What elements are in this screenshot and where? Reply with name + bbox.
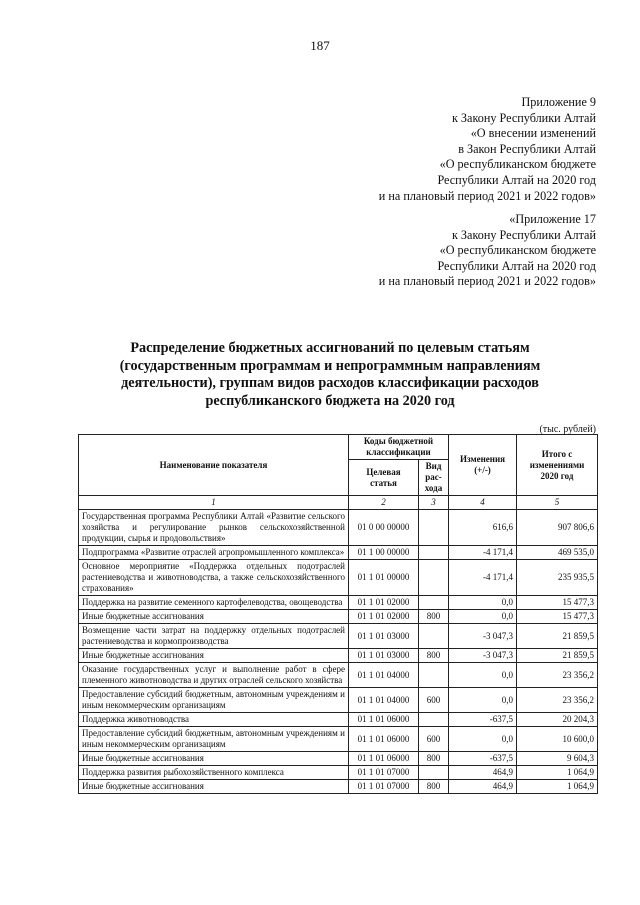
row-expense-type: 800 [419, 780, 449, 794]
row-expense-type: 800 [419, 752, 449, 766]
appendix-line: «О внесении изменений [470, 126, 596, 141]
appendix-line: Республики Алтай на 2020 год [437, 172, 596, 187]
row-target-article: 01 1 01 06000 [349, 713, 419, 727]
appendix-line: «О республиканском бюджете [439, 243, 596, 258]
appendix-line: к Закону Республики Алтай [451, 227, 596, 242]
row-change: -4 171,4 [449, 546, 517, 560]
row-expense-type [419, 510, 449, 546]
row-name: Государственная программа Республики Алтай «Развитие сельского хозяйства и регулирование рынков сельскохозяйственной продукции, сырья и продовольствия» [79, 510, 349, 546]
row-total: 235 935,5 [517, 560, 598, 596]
row-total: 15 477,3 [517, 596, 598, 610]
row-expense-type: 600 [419, 727, 449, 752]
appendix-17-header [379, 212, 596, 290]
header-expense-type: Вид рас-хода [419, 460, 449, 496]
row-total: 23 356,2 [517, 663, 598, 688]
row-name: Предоставление субсидий бюджетным, автономным учреждениям и иным некоммерческим организациям [79, 688, 349, 713]
row-total: 21 859,5 [517, 624, 598, 649]
appendix-line: «Приложение 17 [509, 212, 596, 226]
row-expense-type: 800 [419, 610, 449, 624]
appendix-line: Приложение 9 [521, 95, 596, 109]
row-name: Иные бюджетные ассигнования [79, 780, 349, 794]
row-target-article: 01 1 01 07000 [349, 766, 419, 780]
row-target-article: 01 0 00 00000 [349, 510, 419, 546]
table-row [79, 560, 598, 596]
row-name: Иные бюджетные ассигнования [79, 752, 349, 766]
row-expense-type [419, 596, 449, 610]
row-target-article: 01 1 01 06000 [349, 752, 419, 766]
row-target-article: 01 1 01 02000 [349, 610, 419, 624]
header-total: Итого с изменениями 2020 год [517, 435, 598, 496]
row-target-article: 01 1 01 03000 [349, 624, 419, 649]
page-number: 187 [310, 38, 330, 53]
appendix-line: и на плановый период 2021 и 2022 годов» [378, 274, 596, 289]
table-row [79, 713, 598, 727]
title-line: (государственным программам и непрограммным направлениям [119, 357, 541, 374]
table-row [79, 780, 598, 794]
row-total: 469 535,0 [517, 546, 598, 560]
title-line: республиканского бюджета на 2020 год [205, 392, 455, 409]
column-number: 4 [449, 496, 517, 510]
header-target-article: Целевая статья [349, 460, 419, 496]
row-change: 464,9 [449, 766, 517, 780]
row-expense-type [419, 546, 449, 560]
appendix-line: «О республиканском бюджете [439, 157, 596, 172]
row-expense-type [419, 624, 449, 649]
row-change: -637,5 [449, 713, 517, 727]
row-total: 23 356,2 [517, 688, 598, 713]
row-change: -3 047,3 [449, 624, 517, 649]
row-name: Подпрограмма «Развитие отраслей агропромышленного комплекса» [79, 546, 349, 560]
row-target-article: 01 1 01 02000 [349, 596, 419, 610]
budget-table [78, 434, 598, 794]
row-change: -4 171,4 [449, 560, 517, 596]
title-line: Распределение бюджетных ассигнований по целевым статьям [130, 340, 530, 356]
appendix-line: и на плановый период 2021 и 2022 годов» [378, 188, 596, 203]
row-expense-type [419, 560, 449, 596]
table-row [79, 663, 598, 688]
row-change: 0,0 [449, 688, 517, 713]
row-total: 907 806,6 [517, 510, 598, 546]
table-row [79, 610, 598, 624]
row-expense-type [419, 713, 449, 727]
row-name: Предоставление субсидий бюджетным, автономным учреждениям и иным некоммерческим организациям [79, 727, 349, 752]
row-total: 1 064,9 [517, 780, 598, 794]
row-total: 1 064,9 [517, 766, 598, 780]
row-name: Иные бюджетные ассигнования [79, 610, 349, 624]
table-row [79, 596, 598, 610]
header-name: Наименование показателя [79, 435, 349, 496]
appendix-line: в Закон Республики Алтай [458, 141, 596, 156]
row-expense-type: 800 [419, 649, 449, 663]
row-expense-type: 600 [419, 688, 449, 713]
row-total: 15 477,3 [517, 610, 598, 624]
row-total: 20 204,3 [517, 713, 598, 727]
document-title [60, 340, 600, 410]
appendix-line: Республики Алтай на 2020 год [437, 258, 596, 273]
row-total: 10 600,0 [517, 727, 598, 752]
row-name: Основное мероприятие «Поддержка отдельных подотраслей растениеводства и животноводства, а также сельскохозяйственного страхования» [79, 560, 349, 596]
header-changes: Изменения (+/-) [449, 435, 517, 496]
table-row [79, 624, 598, 649]
table-row [79, 649, 598, 663]
row-change: -637,5 [449, 752, 517, 766]
row-name: Поддержка на развитие семенного картофелеводства, овощеводства [79, 596, 349, 610]
row-name: Иные бюджетные ассигнования [79, 649, 349, 663]
row-target-article: 01 1 01 04000 [349, 688, 419, 713]
column-number-row [79, 496, 598, 510]
row-change: -3 047,3 [449, 649, 517, 663]
table-row [79, 766, 598, 780]
appendix-9-header [379, 95, 596, 204]
header-codes-group: Коды бюджетной классификации [349, 435, 449, 460]
table-body [79, 510, 598, 794]
row-name: Оказание государственных услуг и выполнение работ в сфере племенного животноводства и других отраслей сельского хозяйства [79, 663, 349, 688]
row-name: Поддержка животноводства [79, 713, 349, 727]
row-total: 21 859,5 [517, 649, 598, 663]
title-line: деятельности), группам видов расходов классификации расходов [121, 375, 539, 391]
appendix-line: к Закону Республики Алтай [451, 110, 596, 125]
table-row [79, 752, 598, 766]
column-number: 3 [419, 496, 449, 510]
column-number: 2 [349, 496, 419, 510]
table-row [79, 510, 598, 546]
row-name: Поддержка развития рыбохозяйственного комплекса [79, 766, 349, 780]
row-change: 0,0 [449, 727, 517, 752]
row-change: 464,9 [449, 780, 517, 794]
row-change: 0,0 [449, 596, 517, 610]
table-row [79, 727, 598, 752]
row-name: Возмещение части затрат на поддержку отдельных подотраслей растениеводства и кормопроизводства [79, 624, 349, 649]
units-label: (тыс. рублей) [539, 424, 596, 435]
row-target-article: 01 1 01 00000 [349, 560, 419, 596]
column-number: 1 [79, 496, 349, 510]
row-expense-type [419, 663, 449, 688]
row-change: 0,0 [449, 663, 517, 688]
row-total: 9 604,3 [517, 752, 598, 766]
row-target-article: 01 1 01 06000 [349, 727, 419, 752]
column-number: 5 [517, 496, 598, 510]
row-expense-type [419, 766, 449, 780]
row-change: 0,0 [449, 610, 517, 624]
table-row [79, 546, 598, 560]
row-change: 616,6 [449, 510, 517, 546]
table-row [79, 688, 598, 713]
row-target-article: 01 1 01 03000 [349, 649, 419, 663]
row-target-article: 01 1 00 00000 [349, 546, 419, 560]
row-target-article: 01 1 01 07000 [349, 780, 419, 794]
row-target-article: 01 1 01 04000 [349, 663, 419, 688]
